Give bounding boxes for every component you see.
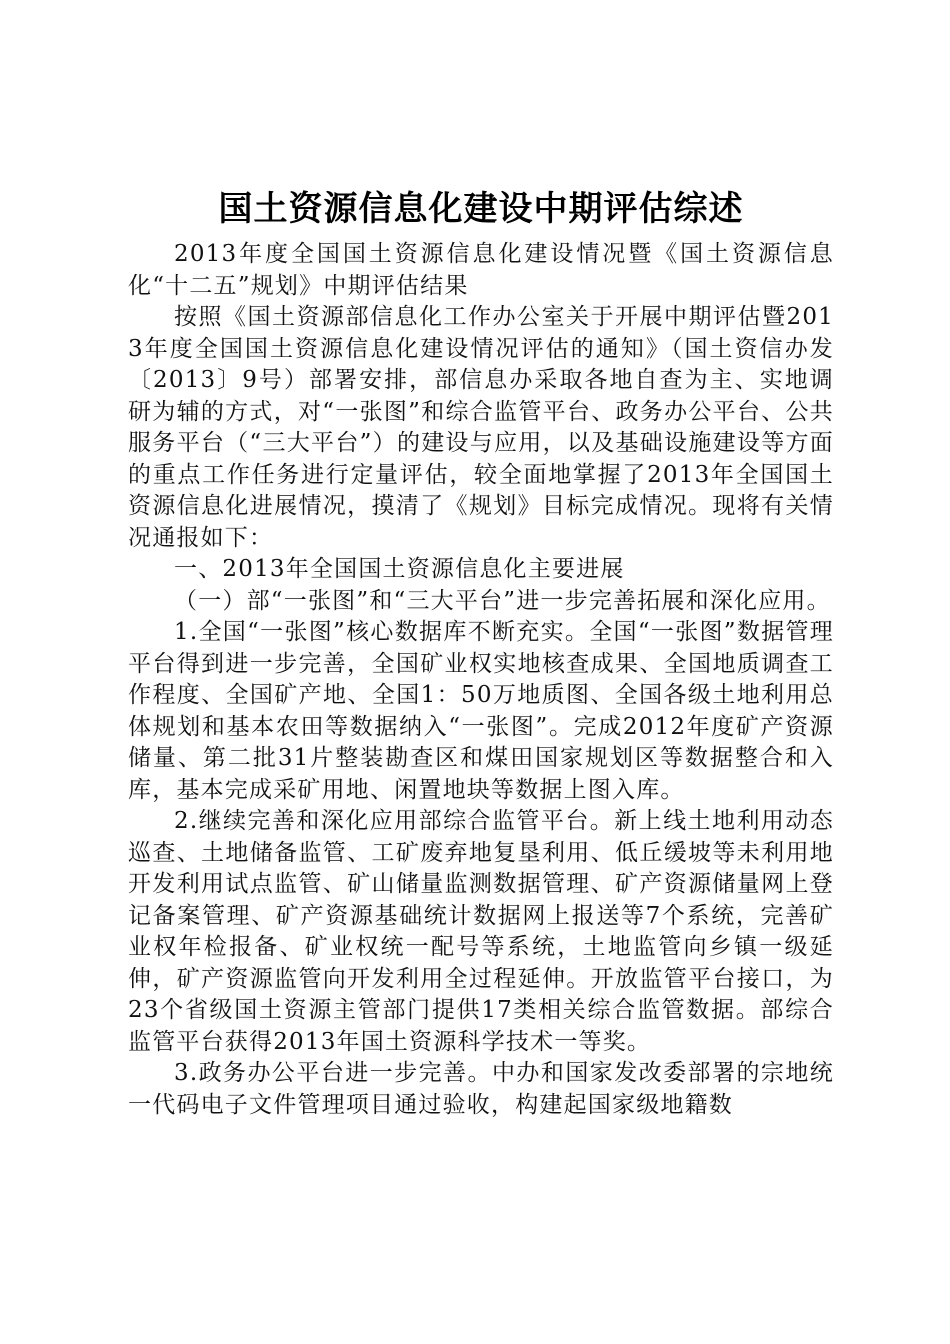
paragraph-subtitle: 2013年度全国国土资源信息化建设情况暨《国土资源信息化“十二五”规划》中期评估结果 [128, 241, 834, 299]
section-heading-progress: 一、2013年全国国土资源信息化主要进展 [174, 556, 625, 582]
paragraph-intro: 按照《国土资源部信息化工作办公室关于开展中期评估暨2013年度全国国土资源信息化建设情况评估的通知》（国土资信办发〔2013〕9号）部署安排，部信息办采取各地自查为主、实地调研为辅的方式，对“一张图”和综合监管平台、政务办公平台、公共服务平台（“三大平台”）的建设与应用，以及基础设施建设等方面的重点工作任务进行定量评估，较全面地掌握了2013年全国国土资源信息化进展情况，摸清了《规划》目标完成情况。现将有关情况通报如下： [128, 304, 834, 551]
paragraph-item-3: 3.政务办公平台进一步完善。中办和国家发改委部署的宗地统一代码电子文件管理项目通过验收，构建起国家级地籍数 [128, 1060, 834, 1118]
document-body [128, 185, 834, 1121]
paragraph-item-1: 1.全国“一张图”核心数据库不断充实。全国“一张图”数据管理平台得到进一步完善，全国矿业权实地核查成果、全国地质调查工作程度、全国矿产地、全国1：50万地质图、全国各级土地利用总体规划和基本农田等数据纳入“一张图”。完成2012年度矿产资源储量、第二批31片整装勘查区和煤田国家规划区等数据整合和入库，基本完成采矿用地、闲置地块等数据上图入库。 [128, 619, 834, 803]
document-title: 国土资源信息化建设中期评估综述 [218, 189, 744, 229]
subsection-heading-platforms: （一）部“一张图”和“三大平台”进一步完善拓展和深化应用。 [174, 587, 831, 614]
paragraph-item-2: 2.继续完善和深化应用部综合监管平台。新上线土地利用动态巡查、土地储备监管、工矿废弃地复垦利用、低丘缓坡等未利用地开发利用试点监管、矿山储量监测数据管理、矿产资源储量网上登记备案管理、矿产资源基础统计数据网上报送等7个系统，完善矿业权年检报备、矿业权统一配号等系统，土地监管向乡镇一级延伸，矿产资源监管向开发利用全过程延伸。开放监管平台接口，为23个省级国土资源主管部门提供17类相关综合监管数据。部综合监管平台获得2013年国土资源科学技术一等奖。 [128, 808, 834, 1055]
